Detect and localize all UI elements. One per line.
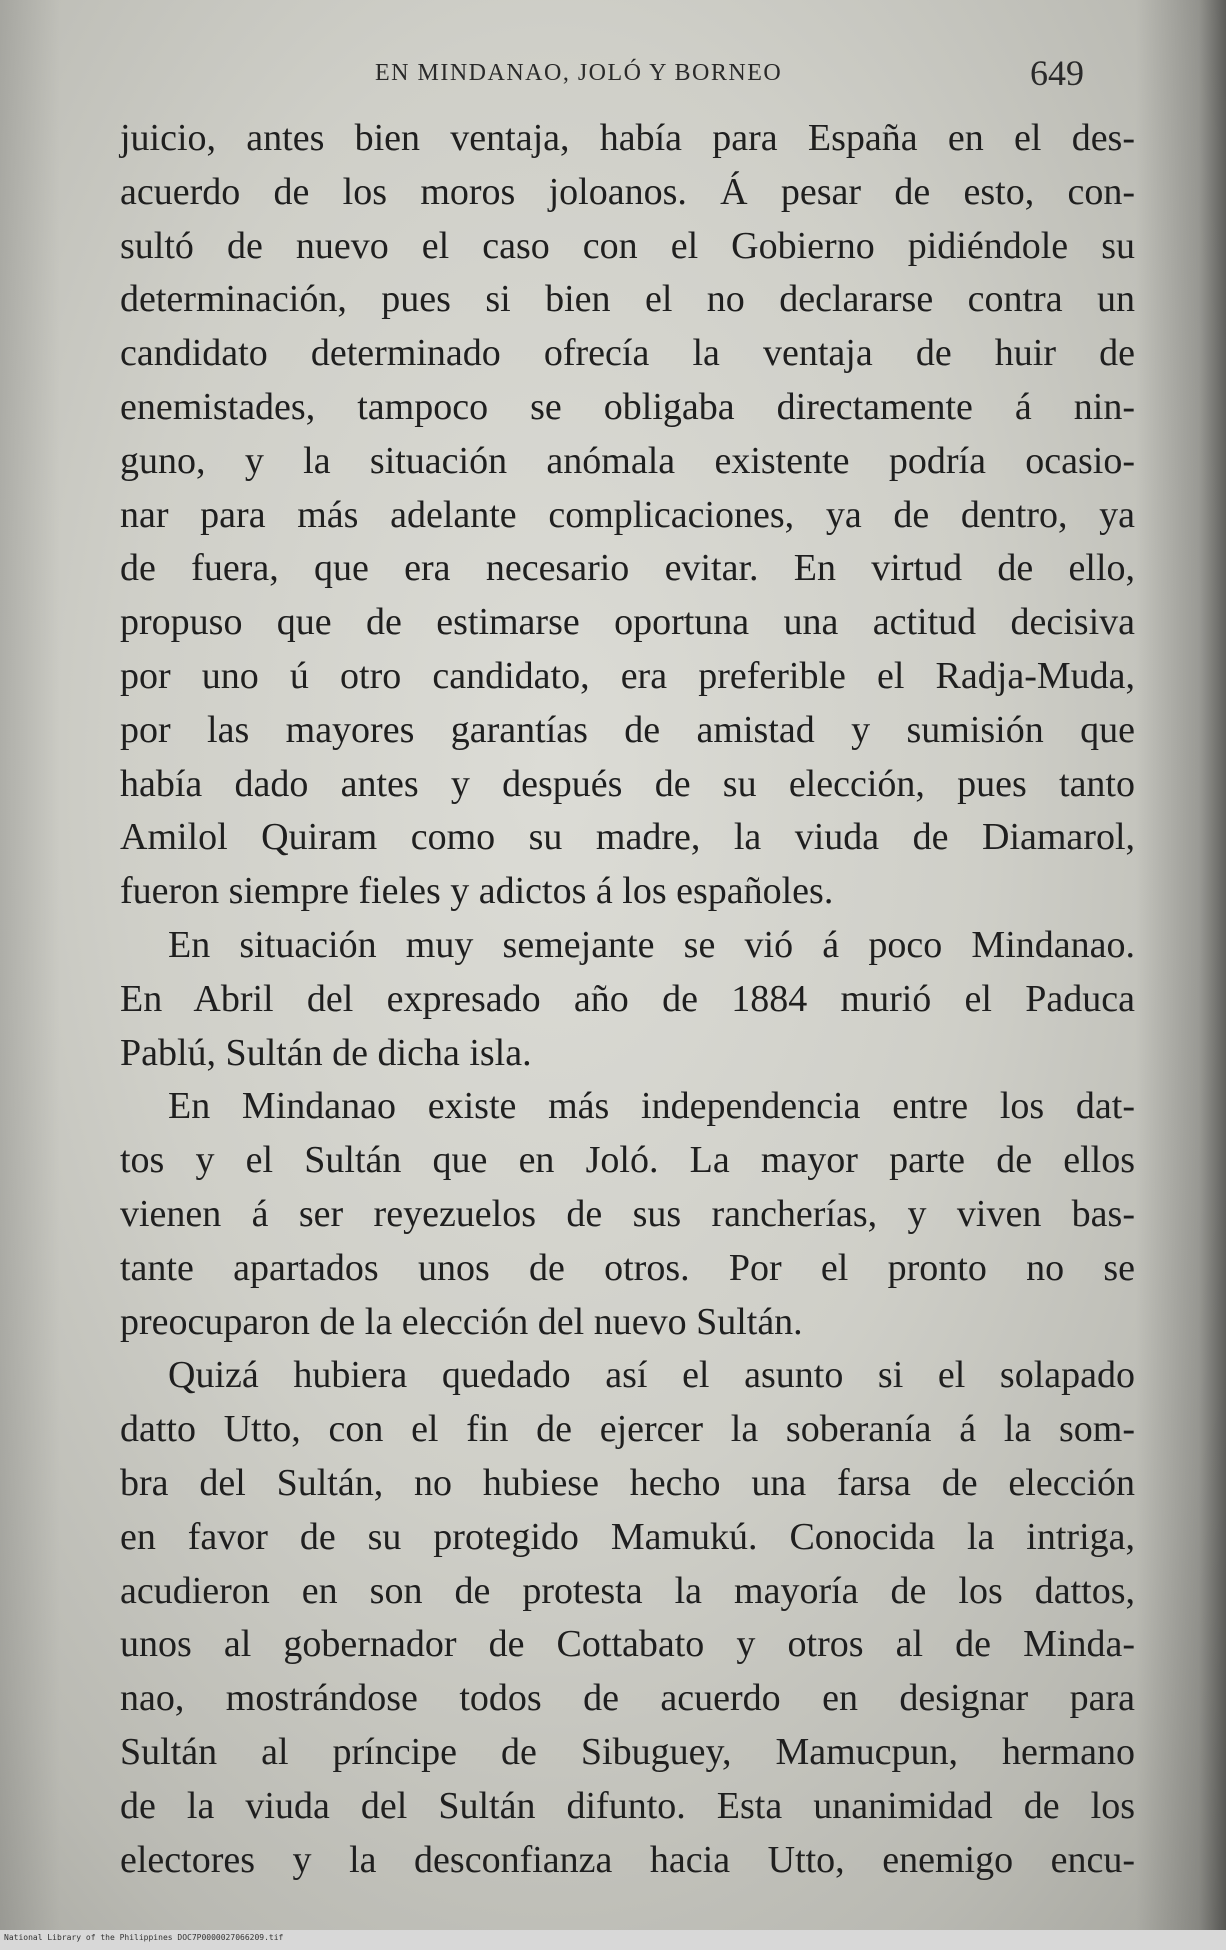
text-line: nao, mostrándose todos de acuerdo en designar para [120, 1677, 1135, 1720]
text-line: Amilol Quiram como su madre, la viuda de Diamarol, [120, 816, 1135, 859]
text-line: En situación muy semejante se vió á poco Mindanao. [168, 923, 1135, 966]
text-line: propuso que de estimarse oportuna una actitud decisiva [120, 601, 1135, 644]
text-line: acudieron en son de protesta la mayoría de los dattos, [120, 1569, 1135, 1612]
text-line: enemistades, tampoco se obligaba directamente á nin- [120, 385, 1135, 428]
text-line: en favor de su protegido Mamukú. Conocida la intriga, [120, 1515, 1135, 1558]
scan-credit: National Library of the Philippines DOC7P0000027066209.tif [4, 1933, 284, 1942]
text-line: bra del Sultán, no hubiese hecho una farsa de elección [120, 1461, 1135, 1504]
text-line: sultó de nuevo el caso con el Gobierno pidiéndole su [120, 224, 1135, 267]
text-line: de fuera, que era necesario evitar. En virtud de ello, [120, 547, 1135, 590]
text-line: En Mindanao existe más independencia entre los dat- [168, 1085, 1135, 1128]
text-line: datto Utto, con el fin de ejercer la soberanía á la som- [120, 1408, 1135, 1451]
text-line: guno, y la situación anómala existente podría ocasio- [120, 439, 1135, 482]
page-gutter-shadow-left [0, 0, 60, 1930]
text-line: de la viuda del Sultán difunto. Esta unanimidad de los [120, 1784, 1135, 1827]
text-line: candidato determinado ofrecía la ventaja de huir de [120, 332, 1135, 375]
text-line: electores y la desconfianza hacia Utto, enemigo encu- [120, 1838, 1135, 1881]
text-line: por uno ú otro candidato, era preferible el Radja-Muda, [120, 654, 1135, 697]
text-line: fueron siempre fieles y adictos á los españoles. [120, 870, 834, 913]
running-head: EN MINDANAO, JOLÓ Y BORNEO [375, 60, 783, 86]
page-number: 649 [1030, 53, 1084, 93]
body-text [120, 112, 1135, 1887]
text-line: por las mayores garantías de amistad y sumisión que [120, 708, 1135, 751]
page-gutter-shadow-right [1136, 0, 1226, 1930]
text-line: vienen á ser reyezuelos de sus rancherías, y viven bas- [120, 1192, 1135, 1235]
text-line: tante apartados unos de otros. Por el pronto no se [120, 1246, 1135, 1289]
text-line: tos y el Sultán que en Joló. La mayor parte de ellos [120, 1139, 1135, 1182]
text-line: había dado antes y después de su elección, pues tanto [120, 762, 1135, 805]
scan-footer [0, 1930, 1226, 1950]
text-line: determinación, pues si bien el no declararse contra un [120, 278, 1135, 321]
text-line: En Abril del expresado año de 1884 murió el Paduca [120, 977, 1135, 1020]
text-line: acuerdo de los moros joloanos. Á pesar de esto, con- [120, 170, 1135, 213]
text-line: Sultán al príncipe de Sibuguey, Mamucpun, hermano [120, 1730, 1135, 1773]
text-line: Pablú, Sultán de dicha isla. [120, 1031, 532, 1074]
text-line: unos al gobernador de Cottabato y otros al de Minda- [120, 1623, 1135, 1666]
text-line: preocuparon de la elección del nuevo Sultán. [120, 1300, 803, 1343]
text-line: juicio, antes bien ventaja, había para España en el des- [120, 117, 1135, 159]
text-line: Quizá hubiera quedado así el asunto si el solapado [168, 1354, 1135, 1397]
text-line: nar para más adelante complicaciones, ya de dentro, ya [120, 493, 1135, 536]
